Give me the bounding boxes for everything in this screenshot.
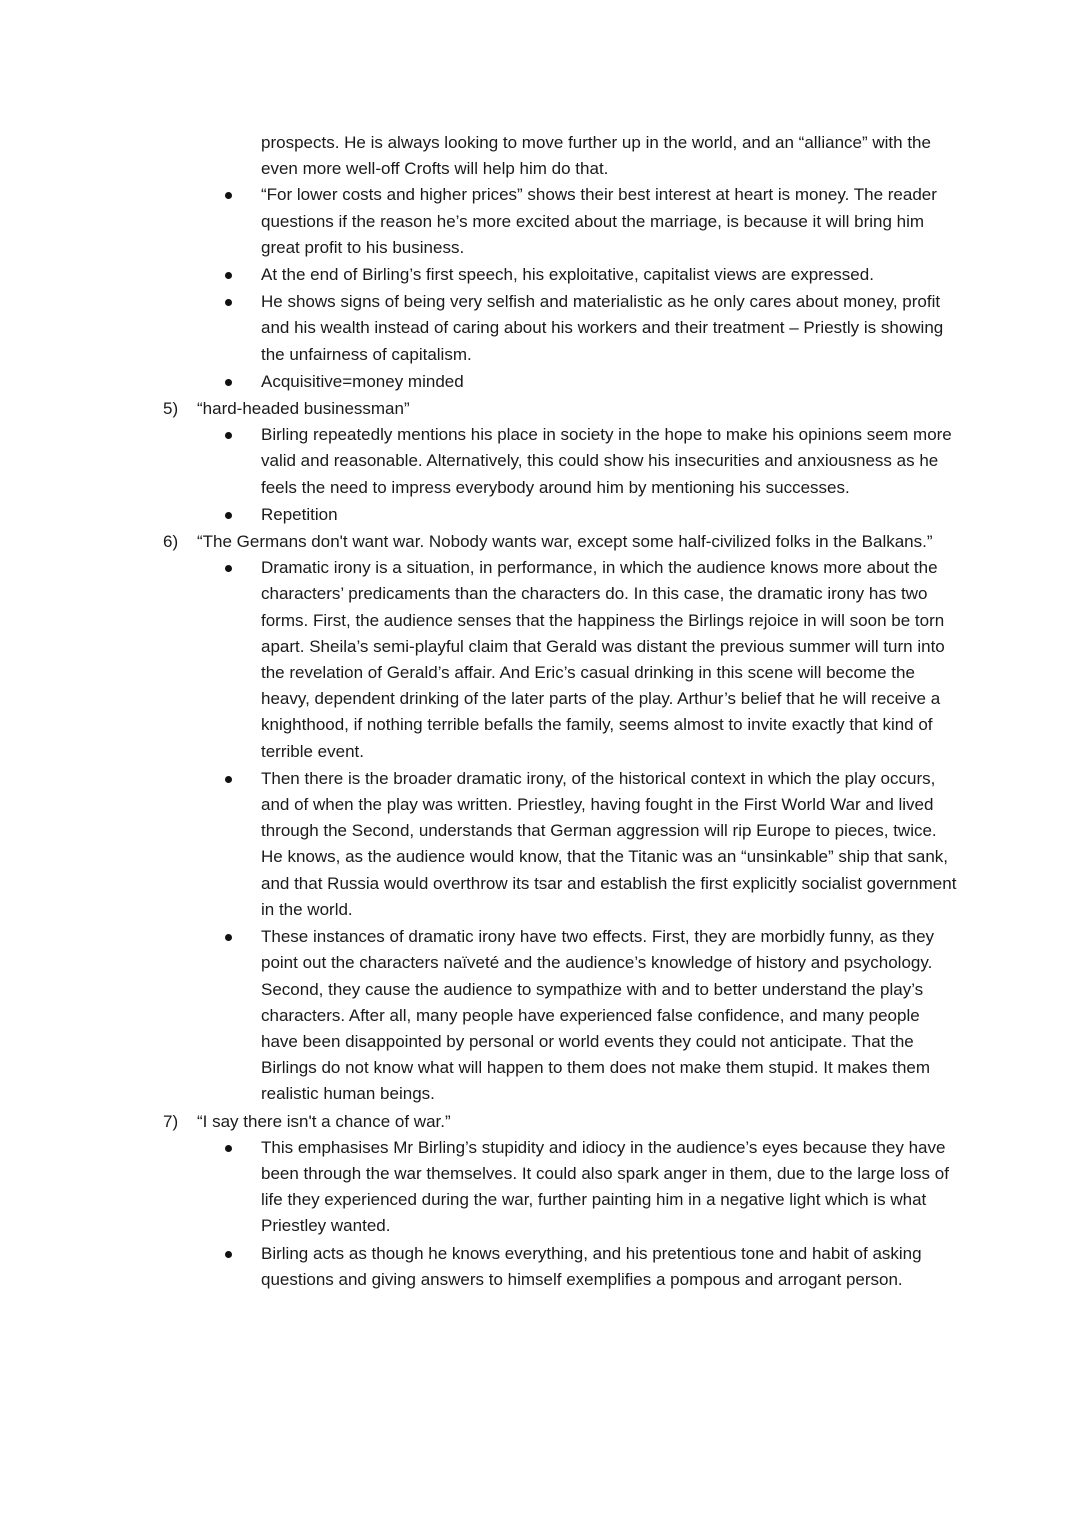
section-number: 7): [163, 1111, 179, 1131]
bullet-text: Then there is the broader dramatic irony, of the historical context in which the play occurs, and of when the play was written. Priestley, having fought in the First World War and lived through the Second, understands that German aggression will rip Europe to pieces, twice. He knows, as the audience would know, that the Titanic was an “unsinkable” ship that sank, and that Russia would overthrow its tsar and establish the first explicitly socialist government in the world.: [261, 768, 957, 919]
bullet-icon: [225, 1145, 232, 1152]
list-item: [261, 289, 961, 368]
bullet-text: These instances of dramatic irony have two effects. First, they are morbidly funny, as they point out the characters naïveté and the audience’s knowledge of history and psychology. Second, they cause the audience to sympathize with and to better understand the play’s characters. After all, many people have experienced false confidence, and many people have been disappointed by personal or world events they could not anticipate. That the Birlings do not know what will happen to them does not make them stupid. It makes them realistic human beings.: [261, 927, 935, 1104]
section-heading-6: [163, 529, 957, 555]
section-heading-7: [163, 1109, 957, 1135]
list-item: [261, 1135, 961, 1240]
list-item: [261, 555, 961, 765]
bullet-text: Acquisitive=money minded: [261, 371, 464, 391]
list-item: [261, 262, 961, 288]
bullet-icon: [225, 776, 232, 783]
bullet-icon: [225, 379, 232, 386]
section-heading-5: [163, 396, 957, 422]
bullet-icon: [225, 299, 232, 306]
bullet-text: Birling repeatedly mentions his place in society in the hope to make his opinions seem more valid and reasonable. Alternatively, this could show his insecurities and anxiousness as he feels the need to impress everybody around him by mentioning his successes.: [261, 425, 952, 497]
bullet-text: Birling acts as though he knows everything, and his pretentious tone and habit of asking questions and giving answers to himself exemplifies a pompous and arrogant person.: [261, 1243, 922, 1289]
bullet-icon: [225, 272, 232, 279]
bullet-text: “For lower costs and higher prices” shows their best interest at heart is money. The reader questions if the reason he’s more excited about the marriage, is because it will bring him great profit to his business.: [261, 185, 937, 257]
bullet-text: This emphasises Mr Birling’s stupidity and idiocy in the audience’s eyes because they have been through the war themselves. It could also spark anger in them, due to the large loss of life they experienced during the war, further painting him in a negative light which is what Priestley wanted.: [261, 1137, 949, 1236]
bullet-icon: [225, 934, 232, 941]
bullet-icon: [225, 1251, 232, 1258]
bullet-text: He shows signs of being very selfish and materialistic as he only cares about money, profit and his wealth instead of caring about his workers and their treatment – Priestly is showing the unfairness of capitalism.: [261, 292, 944, 364]
list-item: [261, 182, 961, 261]
section-quote: “hard-headed businessman”: [197, 399, 410, 419]
section-7-bullet-list: [0, 1135, 1080, 1293]
section-number: 6): [163, 532, 179, 552]
list-item: [261, 502, 961, 528]
section-6-bullet-list: [0, 555, 1080, 1107]
section-number: 5): [163, 399, 179, 419]
bullet-icon: [225, 192, 232, 199]
list-item: [261, 1241, 961, 1293]
section-5-bullet-list: [0, 422, 1080, 528]
list-item: [261, 422, 961, 501]
section-quote: “I say there isn't a chance of war.”: [197, 1111, 451, 1131]
bullet-text: Dramatic irony is a situation, in performance, in which the audience knows more about the characters’ predicaments than the characters do. In this case, the dramatic irony has two forms. First, the audience senses that the happiness the Birlings rejoice in will soon be torn apart. Sheila’s semi-playful claim that Gerald was distant the previous summer will turn into the revelation of Gerald’s affair. And Eric’s casual drinking in this scene will become the heavy, dependent drinking of the later parts of the play. Arthur’s belief that he will receive a knighthood, if nothing terrible befalls the family, seems almost to invite exactly that kind of terrible event.: [261, 558, 945, 761]
list-item: [261, 369, 961, 395]
intro-bullet-list: [0, 182, 1080, 395]
bullet-icon: [225, 565, 232, 572]
bullet-icon: [225, 432, 232, 439]
section-quote: “The Germans don't want war. Nobody wants war, except some half-civilized folks in the Balkans.”: [197, 532, 933, 552]
bullet-text: At the end of Birling’s first speech, his exploitative, capitalist views are expressed.: [261, 265, 874, 285]
list-item: [261, 766, 961, 923]
bullet-icon: [225, 512, 232, 519]
list-item: [261, 924, 961, 1107]
bullet-text: Repetition: [261, 504, 338, 524]
continuation-text: prospects. He is always looking to move further up in the world, and an “alliance” with the even more well-off Crofts will help him do that.: [261, 133, 931, 179]
